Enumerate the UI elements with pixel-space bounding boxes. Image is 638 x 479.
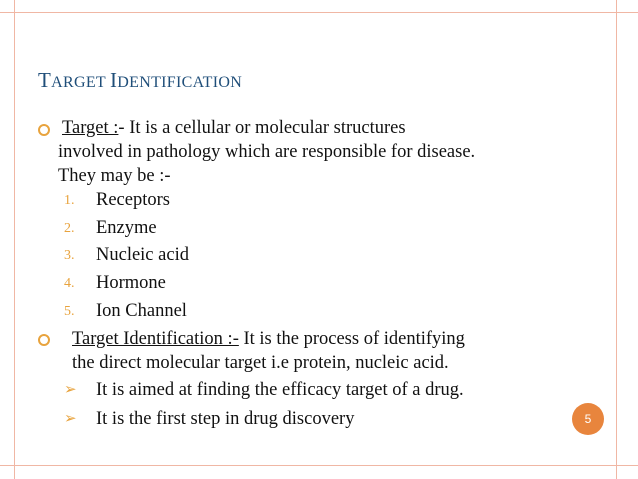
arrow-bullet-icon: ➢ bbox=[64, 382, 77, 398]
target-term: Target : bbox=[62, 118, 119, 138]
bullet-1-line-2: involved in pathology which are responsible for disease. bbox=[58, 142, 476, 162]
list-item: Hormone bbox=[96, 273, 166, 293]
list-item: Ion Channel bbox=[96, 301, 187, 321]
bullet-1-line-1 bbox=[58, 116, 406, 140]
arrow-bullet-icon: ➢ bbox=[64, 411, 77, 427]
list-number: 3. bbox=[64, 248, 75, 263]
border-bottom bbox=[0, 465, 638, 466]
sub-item: It is aimed at finding the efficacy target of a drug. bbox=[96, 380, 464, 400]
title-cap-1: T bbox=[38, 68, 52, 92]
list-number: 5. bbox=[64, 304, 75, 319]
bullet-circle-icon bbox=[38, 124, 50, 136]
list-item: Nucleic acid bbox=[96, 245, 189, 265]
bullet-circle-icon bbox=[38, 334, 50, 346]
list-number: 1. bbox=[64, 193, 75, 208]
bullet-2-line-1 bbox=[72, 327, 465, 351]
bullet-2-line-2: the direct molecular target i.e protein, nucleic acid. bbox=[72, 353, 449, 373]
list-number: 4. bbox=[64, 276, 75, 291]
page-number-badge: 5 bbox=[572, 403, 604, 435]
bullet-1-line-3: They may be :- bbox=[58, 166, 171, 186]
border-left bbox=[14, 0, 15, 479]
list-item: Enzyme bbox=[96, 218, 157, 238]
slide-title bbox=[38, 68, 242, 93]
list-item: Receptors bbox=[96, 190, 170, 210]
target-identification-term: Target Identification :- bbox=[72, 329, 239, 349]
border-top bbox=[0, 12, 638, 13]
bullet-2-text-1: It is the process of identifying bbox=[238, 329, 465, 349]
title-rest-1: ARGET bbox=[51, 74, 110, 91]
title-rest-2: DENTIFICATION bbox=[117, 74, 243, 91]
title-cap-2: I bbox=[109, 68, 118, 92]
border-right bbox=[616, 0, 617, 479]
sub-item: It is the first step in drug discovery bbox=[96, 409, 355, 429]
bullet-1-text-1: - It is a cellular or molecular structures bbox=[118, 118, 406, 138]
list-number: 2. bbox=[64, 221, 75, 236]
